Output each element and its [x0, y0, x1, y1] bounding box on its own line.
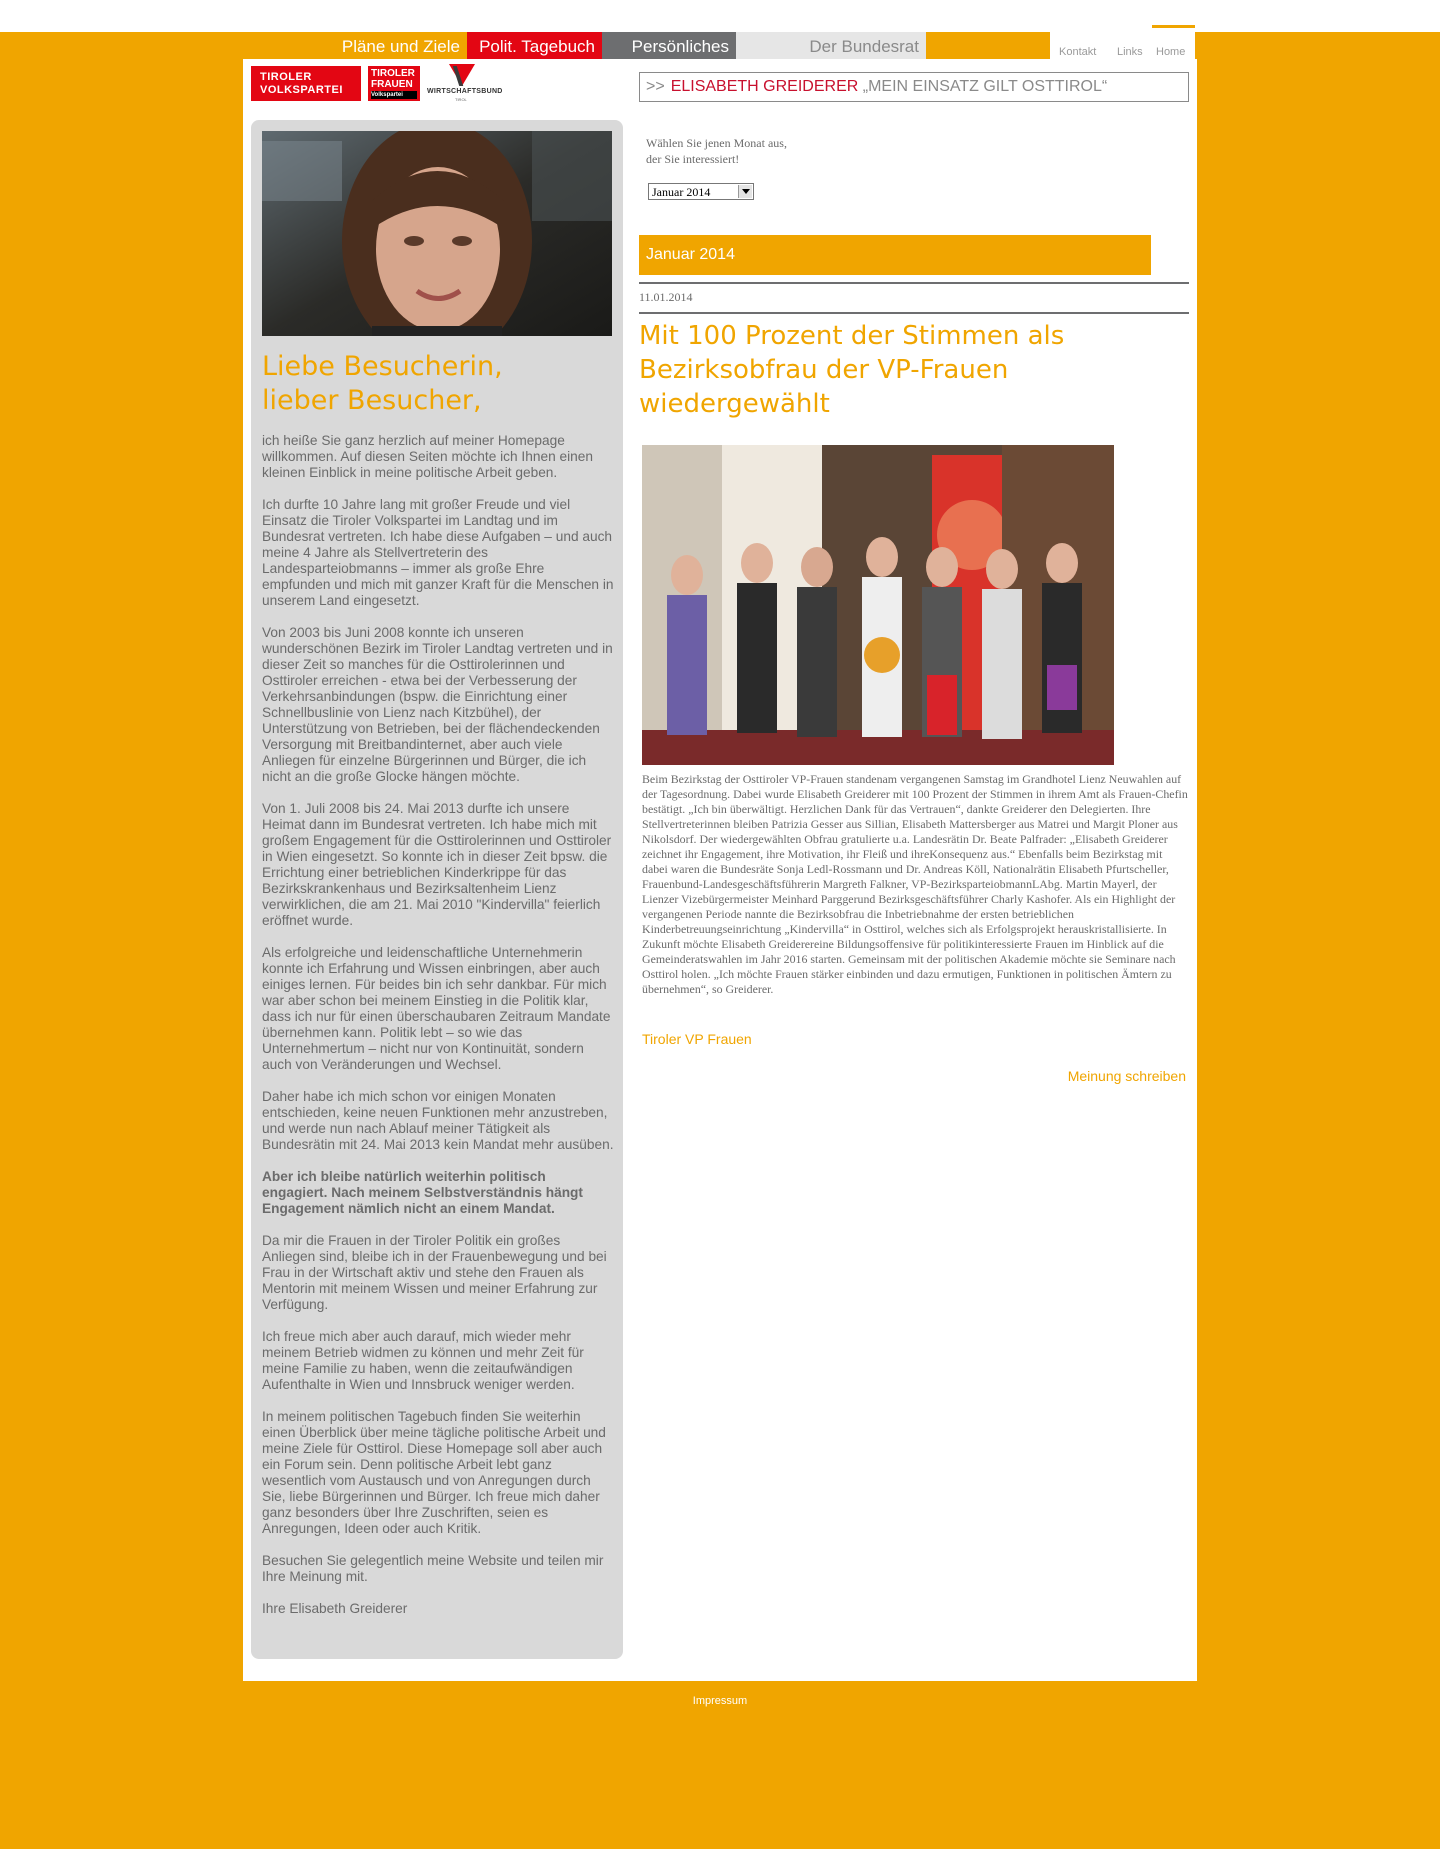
top-white-bar [0, 0, 1440, 32]
logo-text-line: VOLKSPARTEI [260, 84, 343, 96]
welcome-signature: Ihre Elisabeth Greiderer [262, 1601, 408, 1616]
welcome-paragraph: Daher habe ich mich schon vor einigen Monaten entschieden, keine neuen Funktionen mehr anzustreben, und werde nun nach Ablauf meiner Tätigkeit als Bundesrätin mit 24. Mai 2013 kein Mandat mehr ausüben. [262, 1089, 614, 1152]
write-opinion-link[interactable]: Meinung schreiben [1067, 1068, 1186, 1084]
post-date: 11.01.2014 [639, 290, 693, 304]
welcome-paragraph: In meinem politischen Tagebuch finden Sie weiterhin einen Überblick über meine tägliche politische Arbeit und meine Ziele für Osttirol. Diese Homepage soll aber auch ein Forum sein. Denn politische Arbeit lebt ganz wesentlich vom Austausch und von Anregungen durch Sie, liebe Bürgerinnen und Bürger. Ich freue mich daher ganz besonders über Ihre Zuschriften, seien es Anregungen, Ideen oder auch Kritik. [262, 1409, 606, 1536]
chevron-down-icon[interactable] [738, 185, 752, 198]
month-select-label [646, 135, 787, 167]
welcome-paragraph: Da mir die Frauen in der Tiroler Politik ein großes Anliegen sind, bleibe ich in der Frauenbewegung und bei Frau in der Wirtschaft aktiv und stehe den Frauen als Mentorin mit meinem Wissen und meiner Erfahrung zur Verfügung. [262, 1233, 607, 1312]
group-photo-illustration [642, 445, 1114, 765]
welcome-greeting [262, 350, 612, 418]
slogan-arrows: >> [646, 78, 665, 95]
post-photo [642, 445, 1114, 765]
welcome-paragraph: Ich durfte 10 Jahre lang mit großer Freude und viel Einsatz die Tiroler Volkspartei im Landtag und im Bundesrat vertreten. Ich habe diese Aufgaben – und auch meine 4 Jahre als Stellvertreterin des Landesparteiobmanns – immer als große Ehre empfunden und mich mit ganzer Kraft für die Menschen in unserem Land eingesetzt. [262, 497, 614, 608]
welcome-paragraph: Besuchen Sie gelegentlich meine Website und teilen mir Ihre Meinung mit. [262, 1553, 604, 1584]
link-links[interactable]: Links [1117, 46, 1143, 58]
tab-der-bundesrat[interactable]: Der Bundesrat [736, 32, 926, 59]
portrait-illustration [262, 131, 612, 336]
logo-text-line: WIRTSCHAFTSBUND [427, 88, 503, 95]
divider [639, 312, 1189, 314]
tiroler-volkspartei-logo[interactable] [251, 66, 361, 101]
wirtschaftsbund-logo[interactable] [425, 64, 503, 104]
logo-text-line: TIROL [455, 97, 467, 102]
welcome-paragraph: Von 1. Juli 2008 bis 24. Mai 2013 durfte ich unsere Heimat dann im Bundesrat vertreten. Ich habe mich mit großem Engagement für die Osttirolerinnen und Osttiroler in Wien eingesetzt. So konnte ich in dieser Zeit bpsw. die Errichtung einer betrieblichen Kinderkrippe für das Bezirkskrankenhaus und Bezirksaltenheim Lienz verwirklichen, die am 21. Mai 2010 "Kindervilla" feierlich eröffnet wurde. [262, 801, 612, 928]
logo-text-line: FRAUEN [371, 79, 413, 90]
welcome-paragraph: ich heiße Sie ganz herzlich auf meiner Homepage willkommen. Auf diesen Seiten möchte ich Ihnen einen kleinen Einblick in meine politische Arbeit geben. [262, 433, 593, 480]
greeting-line: Liebe Besucherin, [262, 351, 503, 382]
link-kontakt[interactable]: Kontakt [1059, 46, 1097, 58]
month-select[interactable] [648, 183, 754, 200]
home-active-indicator [1152, 25, 1195, 28]
post-author-link[interactable]: Tiroler VP Frauen [642, 1031, 752, 1047]
portrait-photo [262, 131, 612, 336]
slogan-name: ELISABETH GREIDERER [670, 78, 859, 95]
link-home[interactable]: Home [1156, 46, 1186, 58]
welcome-paragraph-bold: Aber ich bleibe natürlich weiterhin politisch engagiert. Nach meinem Selbstverständnis hängt Engagement nämlich nicht an einem Mandat. [262, 1169, 583, 1216]
logo-text-line: TIROLER [260, 71, 312, 83]
month-banner: Januar 2014 [639, 235, 1151, 275]
logo-text-line: TIROLER [371, 68, 415, 79]
welcome-text [262, 433, 614, 1633]
welcome-paragraph: Als erfolgreiche und leidenschaftliche Unternehmerin konnte ich Erfahrung und Wissen einbringen, aber auch einiges lernen. Für beides bin ich sehr dankbar. Für mich war aber schon bei meinem Einstieg in die Politik klar, dass ich nur für einen überschaubaren Zeitraum Mandate übernehmen kann. Politik lebt – so wie das Unternehmertum – nicht nur von Kontinuität, sondern auch von Veränderungen und Wechsel. [262, 945, 611, 1072]
welcome-paragraph: Von 2003 bis Juni 2008 konnte ich unseren wunderschönen Bezirk im Tiroler Landtag vertreten und in dieser Zeit so manches für die Osttirolerinnen und Osttiroler erreichen - etwa bei der Verbesserung der Verkehrsanbindungen (bspw. die Einrichtung einer Schnellbuslinie von Lienz nach Kitzbühel), der Unterstützung von Betrieben, bei der flächendeckenden Versorgung mit Breitbandinternet, aber auch viele Anliegen für einzelne Bürgerinnen und Bürger, die ich nicht an die große Glocke hängen möchte. [262, 625, 613, 784]
tiroler-frauen-logo[interactable] [368, 66, 420, 101]
post-caption: Beim Bezirkstag der Osttiroler VP-Frauen standenam vergangenen Samstag im Grandhotel Lienz Neuwahlen auf der Tagesordnung. Dabei wurde Elisabeth Greiderer mit 100 Prozent der Stimmen in ihrem Amt als Frauen-Chefin bestätigt. „Ich bin überwältigt. Herzlichen Dank für das Vertrauen“, dankte Greiderer den Delegierten. Ihre Stellvertreterinnen bleiben Patrizia Gesser aus Sillian, Elisabeth Mattersberger aus Matrei und Margit Ploner aus Nikolsdorf. Der wiedergewählten Obfrau gratulierte u.a. Landesrätin Dr. Beate Palfrader: „Elisabeth Greiderer zeichnet ihr Engagement, ihre Motivation, ihr Fleiß und ihreKonsequenz aus.“ Ebenfalls beim Bezirkstag mit dabei waren die Bundesräte Sonja Ledl-Rossmann und Dr. Andreas Köll, Nationalrätin Elisabeth Pfurtscheller, Frauenbund-Landesgeschäftsführerin Margreth Falkner, VP-BezirksparteiobmannLAbg. Martin Mayerl, der Lienzer Vizebürgermeister Meinhard Parggerund Bezirksgeschäftsführer Charly Kashofer. Als ein Highlight der vergangenen Periode nannte die Bezirksobfrau die Inbetriebnahme der ersten betrieblichen Kinderbetreuungseinrichtung „Kindervilla“ in Osttirol, welches sich als Erfolgsprojekt herauskristallisierte. In Zukunft möchte Elisabeth Greidererеine Bildungsoffensive für politikinteressierte Frauen im Hinblick auf die Gemeinderatswahlen im Jahr 2016 starten. Gemeinsam mit der politischen Akademie möchte sie Seminare nach Osttirol holen. „Ich möchte Frauen stärker einbinden und dazu ermutigen, Funktionen in politischen Ämtern zu übernehmen“, so Greiderer. [642, 772, 1188, 996]
greeting-line: lieber Besucher, [262, 385, 482, 416]
slogan-box [639, 72, 1189, 102]
month-select-value: Januar 2014 [652, 185, 711, 199]
slogan-motto: „MEIN EINSATZ GILT OSTTIROL“ [862, 78, 1108, 95]
impressum-link[interactable]: Impressum [692, 1695, 748, 1707]
tab-polit-tagebuch[interactable]: Polit. Tagebuch [467, 32, 602, 59]
welcome-paragraph: Ich freue mich aber auch darauf, mich wieder mehr meinem Betrieb widmen zu können und mehr Zeit für meine Familie zu haben, wenn die zeitaufwändigen Aufenthalte in Wien und Innsbruck weniger werden. [262, 1329, 584, 1392]
month-label-line: Wählen Sie jenen Monat aus, [646, 136, 787, 150]
month-label-line: der Sie interessiert! [646, 152, 740, 166]
divider [639, 282, 1189, 284]
tab-persoenliches[interactable]: Persönliches [602, 32, 736, 59]
logo-text-line: Volkspartei [371, 91, 417, 99]
post-title: Mit 100 Prozent der Stimmen als Bezirksobfrau der VP-Frauen wiedergewählt [639, 321, 1065, 419]
tab-plaene-und-ziele[interactable]: Pläne und Ziele [243, 32, 467, 59]
